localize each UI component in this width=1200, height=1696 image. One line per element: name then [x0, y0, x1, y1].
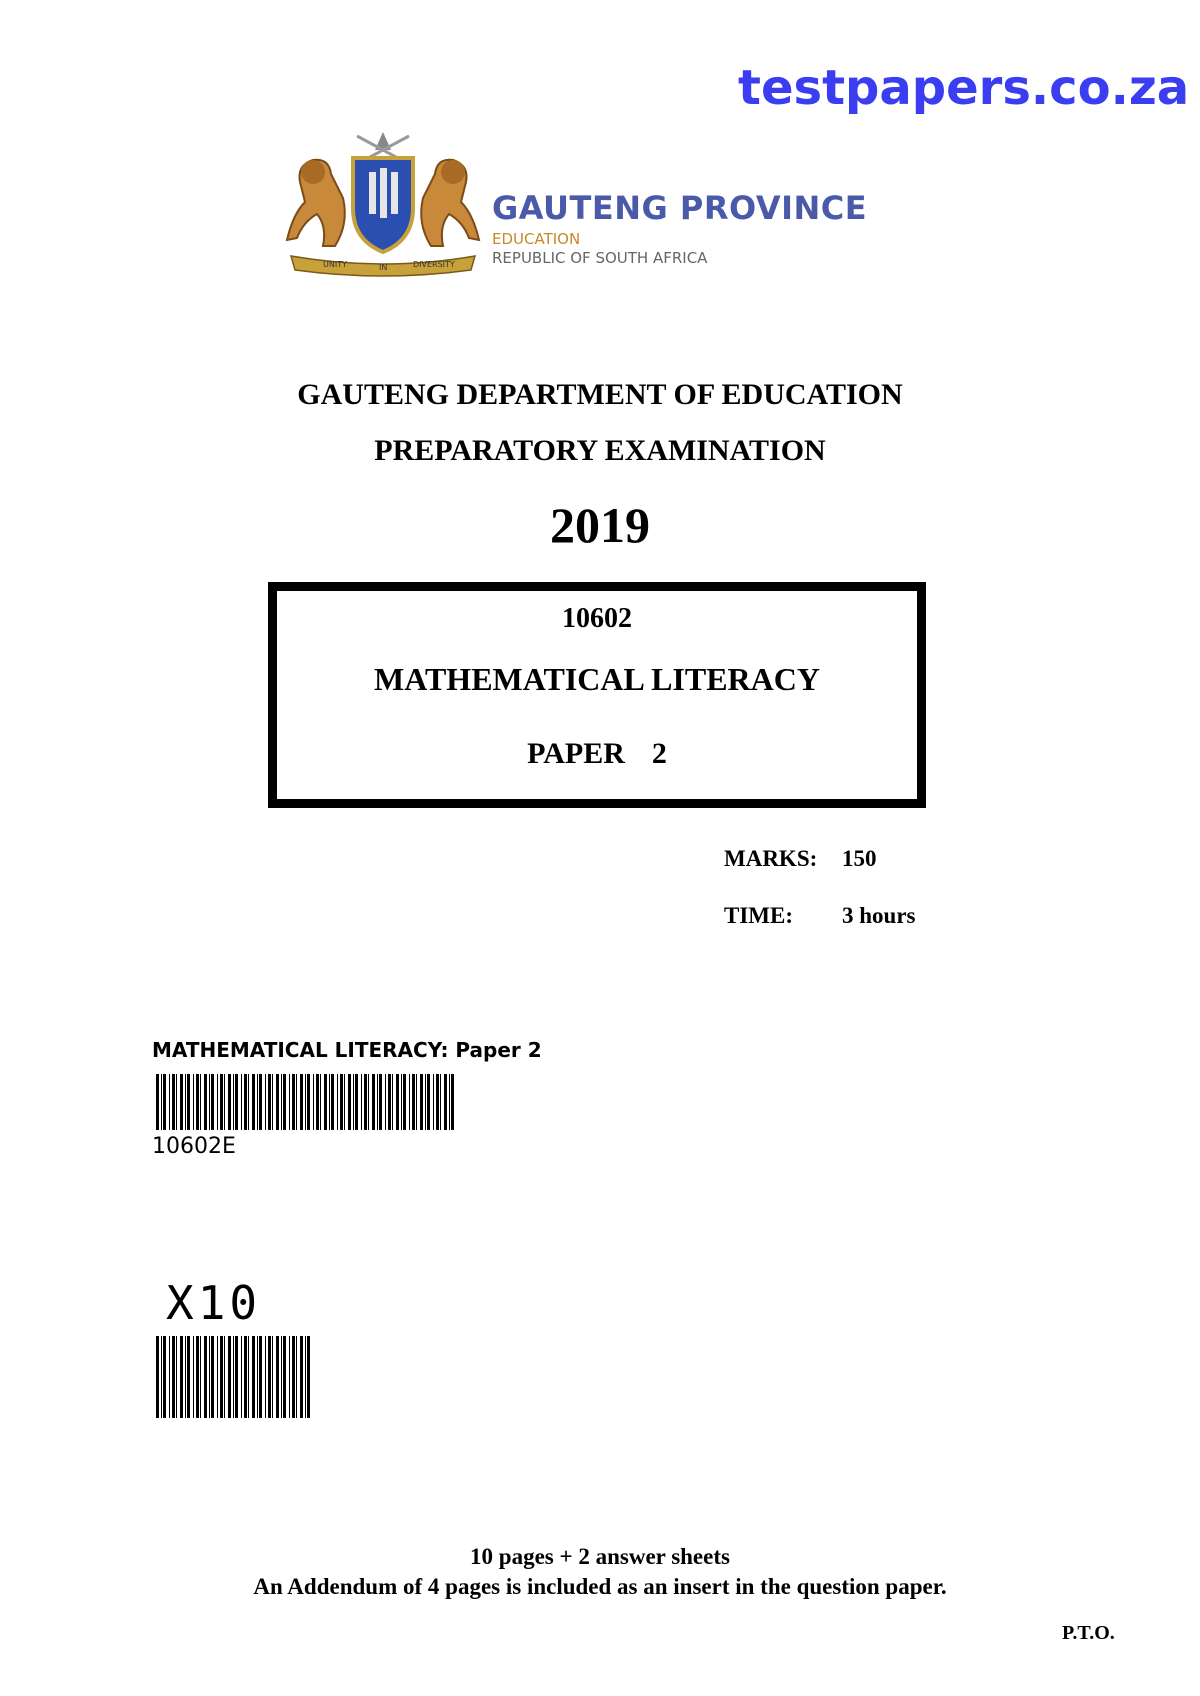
- marks-row: [724, 846, 877, 872]
- province-title: GAUTENG PROVINCE: [492, 189, 868, 227]
- coat-of-arms-logo: [283, 128, 483, 278]
- page-count-note: 10 pages + 2 answer sheets: [470, 1544, 730, 1569]
- education-label: EDUCATION: [492, 230, 581, 248]
- stamp-code: X10: [166, 1276, 262, 1330]
- svg-text:IN: IN: [379, 263, 388, 272]
- svg-text:DIVERSITY: DIVERSITY: [413, 260, 455, 269]
- svg-text:UNITY: UNITY: [323, 260, 347, 269]
- time-row: [724, 903, 916, 929]
- secondary-barcode-icon: [156, 1336, 310, 1418]
- time-label: TIME:: [724, 903, 793, 928]
- barcode-label: MATHEMATICAL LITERACY: Paper 2: [152, 1038, 542, 1062]
- logo-text-block: [492, 190, 867, 268]
- exam-year: 2019: [550, 497, 650, 553]
- subject-code: 10602: [562, 603, 632, 634]
- barcode-code: 10602E: [152, 1134, 236, 1159]
- barcode-icon: [156, 1074, 456, 1130]
- country-label: REPUBLIC OF SOUTH AFRICA: [492, 249, 708, 267]
- watermark-text: testpapers.co.za: [738, 60, 1190, 116]
- marks-label: MARKS:: [724, 846, 818, 871]
- marks-value: 150: [842, 846, 877, 871]
- time-value: 3 hours: [842, 903, 916, 928]
- addendum-note: An Addendum of 4 pages is included as an insert in the question paper.: [253, 1574, 947, 1599]
- subject-title: MATHEMATICAL LITERACY: [374, 661, 820, 697]
- paper-number: PAPER 2: [527, 737, 667, 770]
- pto-label: P.T.O.: [1062, 1622, 1115, 1644]
- department-heading: GAUTENG DEPARTMENT OF EDUCATION: [297, 378, 903, 411]
- subject-box: [268, 582, 926, 808]
- exam-heading: PREPARATORY EXAMINATION: [374, 434, 826, 467]
